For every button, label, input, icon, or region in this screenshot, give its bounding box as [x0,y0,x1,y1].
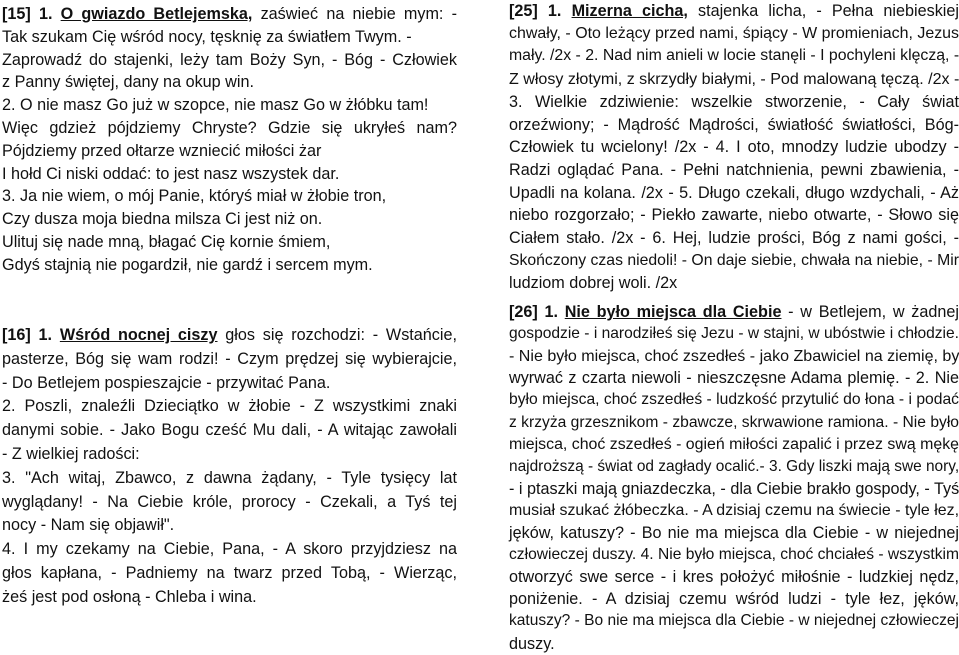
text-line: wyrwać z czarta niewoli - nieszczęsne Adama plemię. - 2. Nie [509,369,959,388]
song-title: Mizerna cicha, [571,2,688,20]
text-line [509,1,959,21]
text-line: 2. Poszli, znaleźli Dzieciątko w żłobie - Z wszystkimi znaki [2,397,457,416]
text-line: chwały, - Oto leżący przed nami, śpiący - W promieniach, Jezus [509,24,959,42]
text-line: jęków, katuszy? - Bo nie ma miejsca dla Ciebie - w niejednej [509,524,959,542]
text-line: z krzyża grzesznikom - zbawcze, skrwawione ramiona. - Nie było [509,413,959,431]
text-line [2,4,457,24]
text-line: musiał szukać żłóbeczka. - A dzisiaj czemu na świecie - tyle łez, [509,501,959,519]
text-line: wyglądany! - Na Ciebie króle, prorocy - Czekali, a Tyś tej [2,492,457,511]
text-line: niebo rozgorzało; - Piekło zawarte, niebo otwarte, - Słowo się [509,206,959,225]
song-title: O gwiazdo Betlejemska, [60,5,253,23]
song-number: [16] 1. [2,326,60,344]
song-title: Nie było miejsca dla Ciebie [564,303,782,321]
line-text: - w Betlejem, w żadnej [781,303,959,321]
text-line: Z włosy złotymi, z skrzydły białymi, - Pod malowaną tęczą. /2x - [509,70,959,89]
line-text: zaświeć na niebie mym: - [252,5,457,23]
text-line: Pójdziemy przed ołtarze wzniecić miłości żar [2,141,322,160]
text-line [2,325,457,345]
text-line: Zaprowadź do stajenki, leży tam Boży Syn, - Bóg - Człowiek [2,50,457,69]
text-line: Gdyś stajnią nie pogardził, nie gardź i sercem mym. [2,255,373,274]
text-line [509,302,959,322]
text-line: mały. /2x - 2. Nad nim anieli w locie stanęli - I pochyleni klęczą, - [509,47,959,65]
text-line: Ulituj się nade mną, błagać Cię kornie śmiem, [2,233,331,251]
text-line: było miejsca, choć zszedłeś - ludzkość przytulić do łona - i podać [509,391,959,409]
text-line: najdroższą - świat od zagłady ocalić.- 3. Gdy liszki mają swe nory, [509,457,959,475]
text-line: danymi sobie. - Jako Bogu cześć Mu dali, - A witając zawołali [2,421,457,440]
text-line: gospodzie - i narodziłeś się Jezu - w stajni, w ubóstwie i chłodzie. [509,325,959,343]
text-line: orzeźwiony; - Mądrość Mądrości, światłość światłości, Bóg- [509,115,959,134]
text-line: żeś jest pod osłoną - Chleba i wina. [2,587,257,606]
text-line: - Do Betlejem pospieszajcie - przywitać Pana. [2,373,331,392]
text-line: miejsca, choć zszedłeś - ogień miłości zapalić i przez swą mękę [509,435,959,453]
text-line: Więc gdzież pójdziemy Chryste? Gdzie się ukryłeś nam? [2,119,457,137]
text-line: nocy - Nam się objawił". [2,516,175,535]
text-line: 4. I my czekamy na Ciebie, Pana, - A skoro przyjdziesz na [2,540,457,559]
text-line: 2. O nie masz Go już w szopce, nie masz Go w żłóbku tam! [2,96,429,115]
text-line: 3. Wielkie zdziwienie: wszelkie stworzenie, - Cały świat [509,92,959,111]
text-line: Ciałem stało. /2x - 6. Hej, ludzie prości, Bóg z nami gości, - [509,229,959,247]
text-line: katuszy? - Bo nie ma miejsca dla Ciebie - w niejednej człowieczej [509,612,959,630]
text-line: otworzyć swe serce - i kres położyć miłośnie - ludzkiej nędz, [509,568,959,587]
text-line: I hołd Ci niski oddać: to jest nasz wszystek dar. [2,164,340,183]
text-line: ludziom dobrej woli. /2x [509,274,678,293]
text-line: Czy dusza moja biedna milsza Ci jest niż on. [2,210,323,229]
text-line: Skończony czas niedoli! - On daje siebie, chwała na niebie, - Mir [509,251,959,269]
text-line: duszy. [509,634,555,653]
text-line: 3. Ja nie wiem, o mój Panie, któryś miał w żłobie tron, [2,187,387,206]
text-line: Upadli na kolana. /2x - 5. Długo czekali, długo wzdychali, - Aż [509,183,959,202]
text-line: z Panny świętej, dany na okup win. [2,73,254,92]
text-line: Tak szukam Cię wśród nocy, tęsknię za światłem Twym. - [2,27,412,46]
song-number: [26] 1. [509,303,565,321]
text-line: - Nie było miejsca, choć zszedłeś - jako Zbawiciel na ziemię, by [509,347,959,366]
text-line: głos kapłana, - Padniemy na twarz przed Tobą, - Wierząc, [2,564,457,582]
text-line: 3. "Ach witaj, Zbawco, z dawna żądany, - Tyle tysięcy lat [2,468,457,487]
song-number: [15] 1. [2,5,61,23]
song-title: Wśród nocnej ciszy [59,326,218,344]
line-text: głos się rozchodzi: - Wstańcie, [217,326,457,344]
text-line: - i ptaszki mają gniazdeczka, - dla Ciebie brakło gospody, - Tyś [509,479,959,498]
line-text: stajenka licha, - Pełna niebieskiej [687,2,959,20]
text-line: poniżenie. - A dzisiaj czemu wśród ludzi - tyle łez, jęków, [509,590,959,609]
text-line: człowieczej duszy. 4. Nie było miejsca, choć chciałeś - wszystkim [509,546,959,564]
text-line: Człowiek tu wcielony! /2x - 4. I oto, mnodzy ludzie ubodzy - [509,138,959,157]
text-line: - Z wielkiej radości: [2,445,140,463]
text-line: pasterze, Bóg się wam rodzi! - Czym prędzej się wybierajcie, [2,349,457,368]
text-line: Radzi oglądać Pana. - Pełni natchnienia, pewni zbawienia, - [509,160,959,179]
song-number: [25] 1. [509,2,572,20]
